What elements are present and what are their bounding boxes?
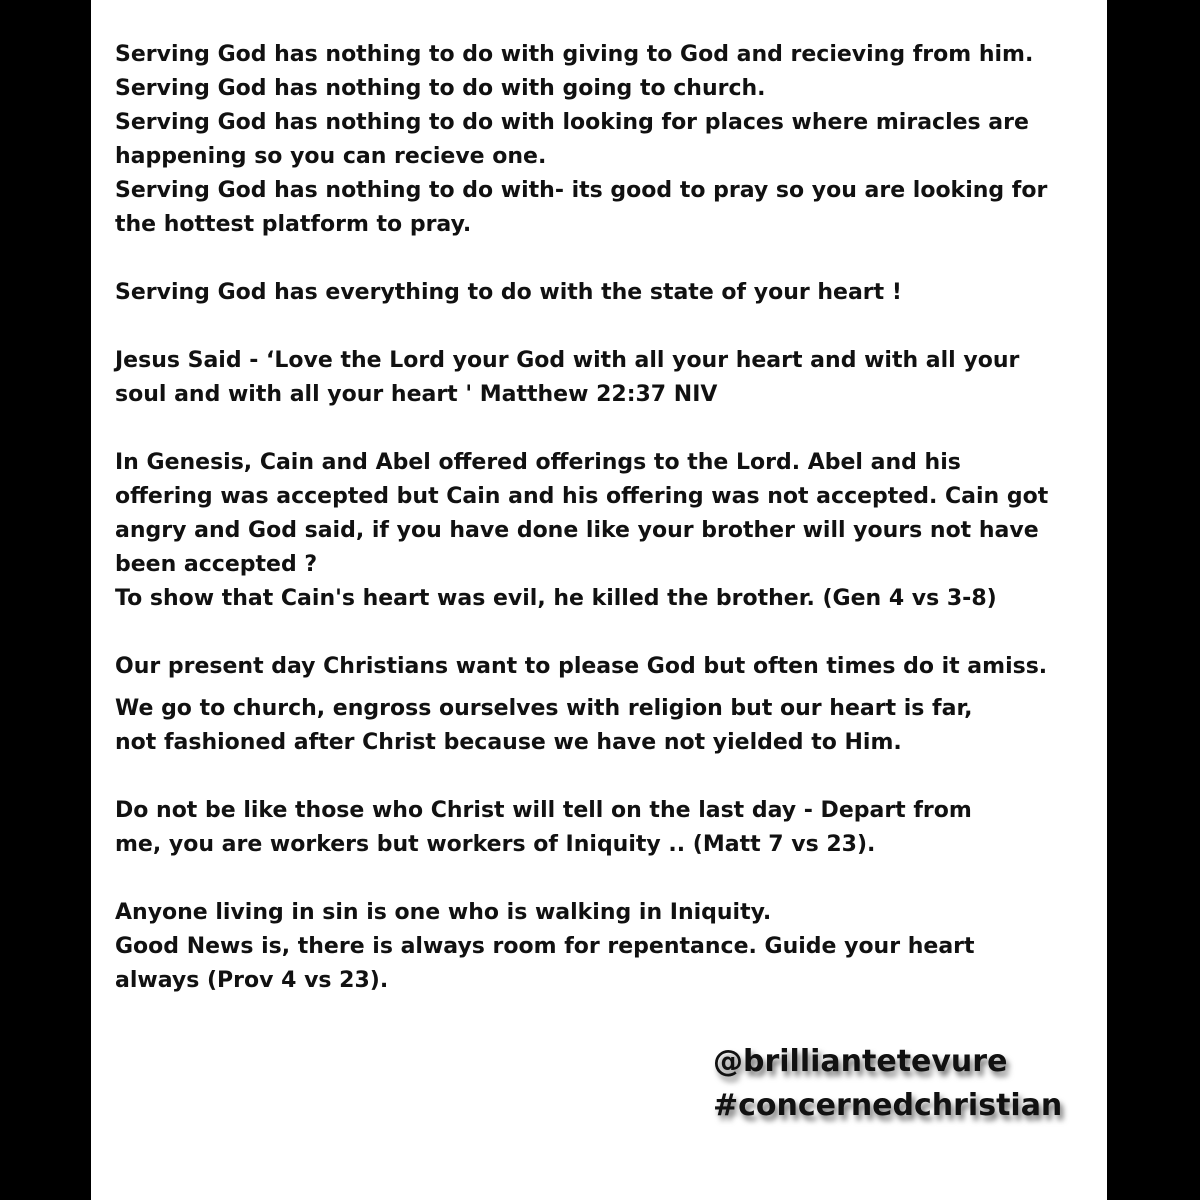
text-line: Good News is, there is always room for repentance. Guide your heart [115,934,975,959]
text-line: me, you are workers but workers of Iniquity .. (Matt 7 vs 23). [115,832,876,857]
text-line: not fashioned after Christ because we have not yielded to Him. [115,730,902,755]
text-line: always (Prov 4 vs 23). [115,968,389,993]
text-line: Serving God has nothing to do with giving to God and recieving from him. [115,42,1034,67]
paragraph-workers-of-iniquity [115,794,1090,862]
text-line: Serving God has nothing to do with going to church. [115,76,766,101]
paragraph-spacer [115,310,1090,344]
text-line: the hottest platform to pray. [115,212,472,237]
paragraph-repentance [115,896,1090,998]
paragraph-spacer [115,684,1090,692]
text-line: been accepted ? [115,552,318,577]
text-line: Serving God has nothing to do with- its good to pray so you are looking for [115,178,1048,203]
paragraph-not-about-giving [115,38,1090,242]
text-line: Serving God has nothing to do with looking for places where miracles are [115,110,1029,135]
author-handle: @brilliantetevure [713,1044,1008,1079]
text-line: angry and God said, if you have done like your brother will yours not have [115,518,1039,543]
text-line: In Genesis, Cain and Abel offered offerings to the Lord. Abel and his [115,450,961,475]
paragraph-spacer [115,412,1090,446]
text-line: Do not be like those who Christ will tell on the last day - Depart from [115,798,972,823]
paragraph-present-day-christians [115,650,1090,684]
text-line: Anyone living in sin is one who is walking in Iniquity. [115,900,772,925]
text-card [91,0,1107,1200]
text-line: offering was accepted but Cain and his offering was not accepted. Cain got [115,484,1049,509]
text-line: Serving God has everything to do with the state of your heart ! [115,280,902,305]
paragraph-state-of-heart [115,276,1090,310]
hashtag: #concernedchristian [713,1088,1063,1123]
text-line: To show that Cain's heart was evil, he killed the brother. (Gen 4 vs 3-8) [115,586,997,611]
paragraph-cain-and-abel [115,446,1090,616]
body-text [115,38,1090,998]
paragraph-spacer [115,862,1090,896]
paragraph-spacer [115,242,1090,276]
paragraph-go-to-church [115,692,1090,760]
paragraph-spacer [115,760,1090,794]
text-line: We go to church, engross ourselves with religion but our heart is far, [115,696,973,721]
text-line: soul and with all your heart ' Matthew 22:37 NIV [115,382,718,407]
paragraph-jesus-said [115,344,1090,412]
paragraph-spacer [115,616,1090,650]
signature-block [713,1040,1062,1128]
text-line: happening so you can recieve one. [115,144,547,169]
text-line: Our present day Christians want to please God but often times do it amiss. [115,654,1048,679]
text-line: Jesus Said - ‘Love the Lord your God with all your heart and with all your [115,348,1020,373]
